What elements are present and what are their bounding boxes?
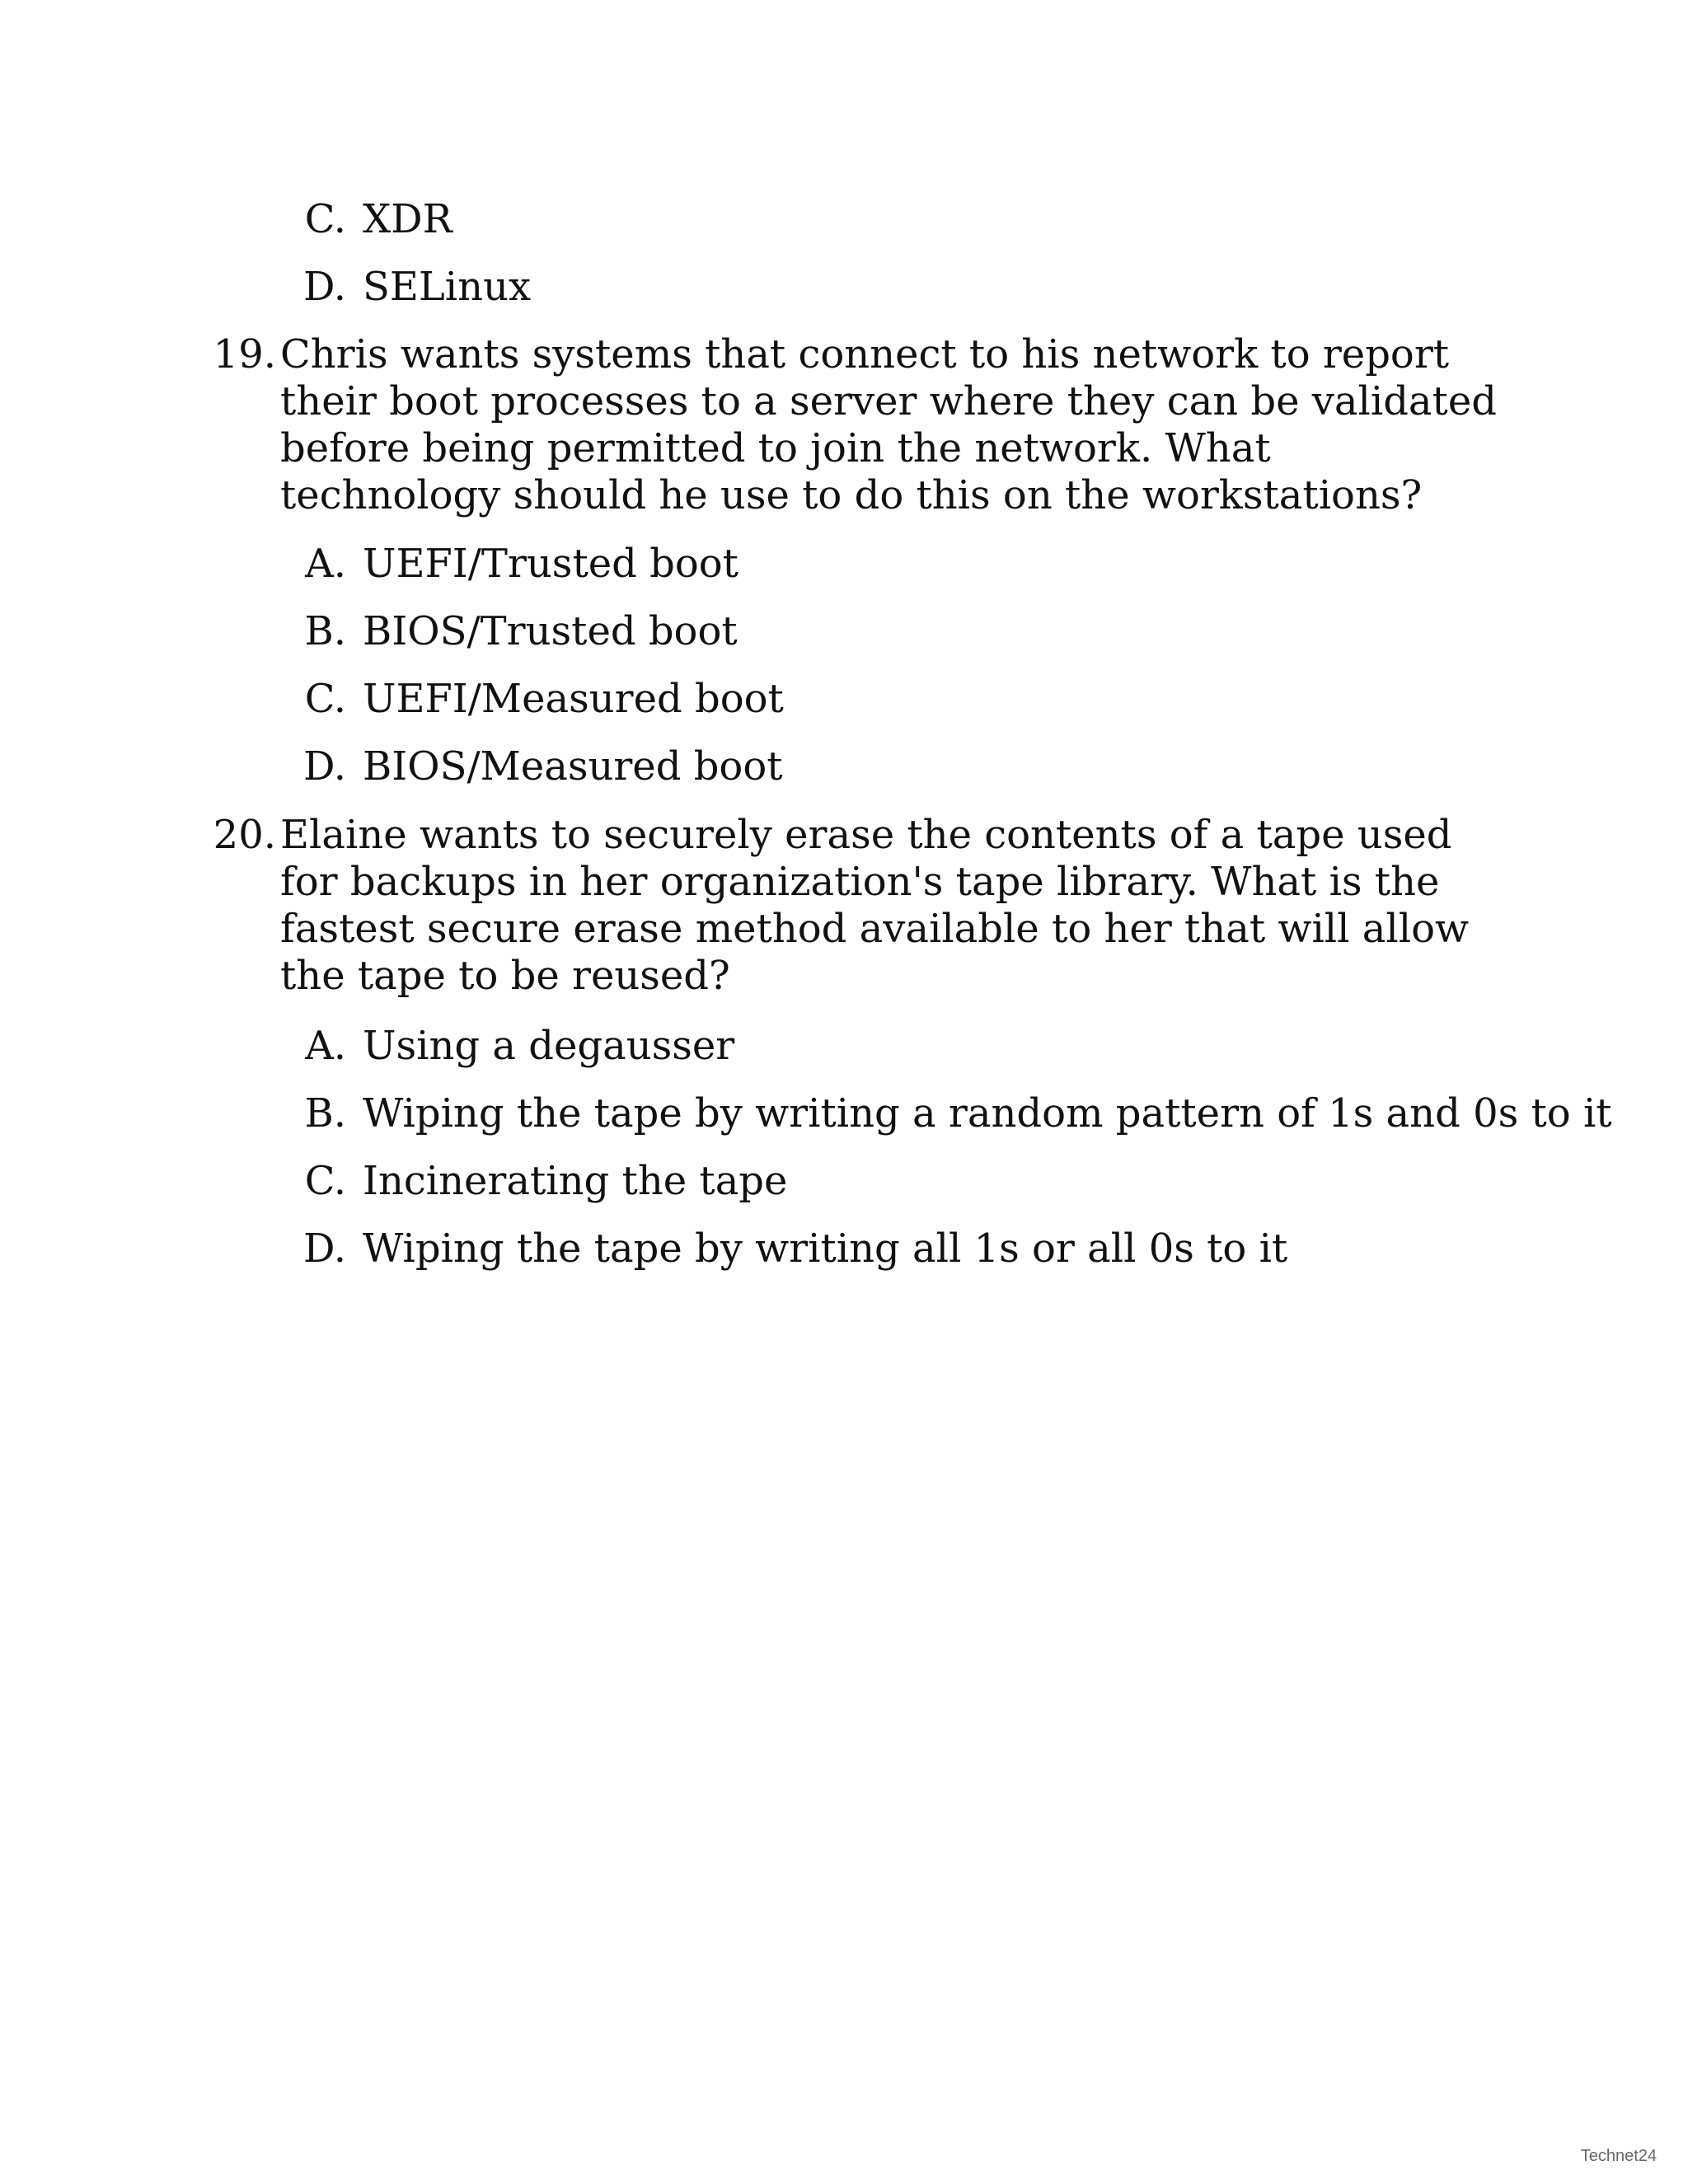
option-20-c [280,1158,787,1204]
option-letter: C. [304,1158,346,1204]
question-text: Chris wants systems that connect to his network to report their boot processes to a server where they can be validated before being permitted to join the network. What technology should he use to do this on the workstations? [280,331,1497,518]
option-20-a [280,1023,734,1069]
option-letter: C. [304,196,346,242]
question-number: 19. [213,331,276,377]
option-letter: C. [304,676,346,722]
option-prev-d [280,264,531,310]
watermark-text: Technet24 [1580,2147,1657,2165]
option-20-b [280,1090,1612,1137]
option-letter: B. [304,608,346,654]
question-19 [190,331,1508,519]
question-text: Elaine wants to securely erase the contents of a tape used for backups in her organization's tape library. What is the fastest secure erase method available to her that will allow the tape to be reused? [280,812,1470,999]
option-19-c [280,676,784,722]
option-letter: D. [302,264,346,310]
option-prev-c [280,196,452,242]
option-text: Incinerating the tape [363,1158,788,1204]
option-letter: D. [302,1226,346,1272]
option-19-b [280,608,738,654]
option-text: XDR [363,196,452,242]
option-letter: A. [305,1023,346,1069]
question-20 [190,812,1508,1000]
option-20-d [280,1226,1287,1272]
option-letter: B. [304,1090,346,1137]
option-text: Wiping the tape by writing a random pattern of 1s and 0s to it [363,1090,1612,1137]
option-text: UEFI/Trusted boot [363,541,738,587]
option-text: Using a degausser [363,1023,735,1069]
option-text: BIOS/Trusted boot [363,608,738,654]
option-text: Wiping the tape by writing all 1s or all 0s to it [363,1226,1288,1272]
option-letter: A. [305,541,346,587]
option-19-d [280,743,783,790]
option-letter: D. [302,743,346,790]
option-text: SELinux [363,264,532,310]
option-19-a [280,541,738,587]
option-text: BIOS/Measured boot [363,743,783,790]
option-text: UEFI/Measured boot [363,676,784,722]
question-number: 20. [213,812,276,858]
